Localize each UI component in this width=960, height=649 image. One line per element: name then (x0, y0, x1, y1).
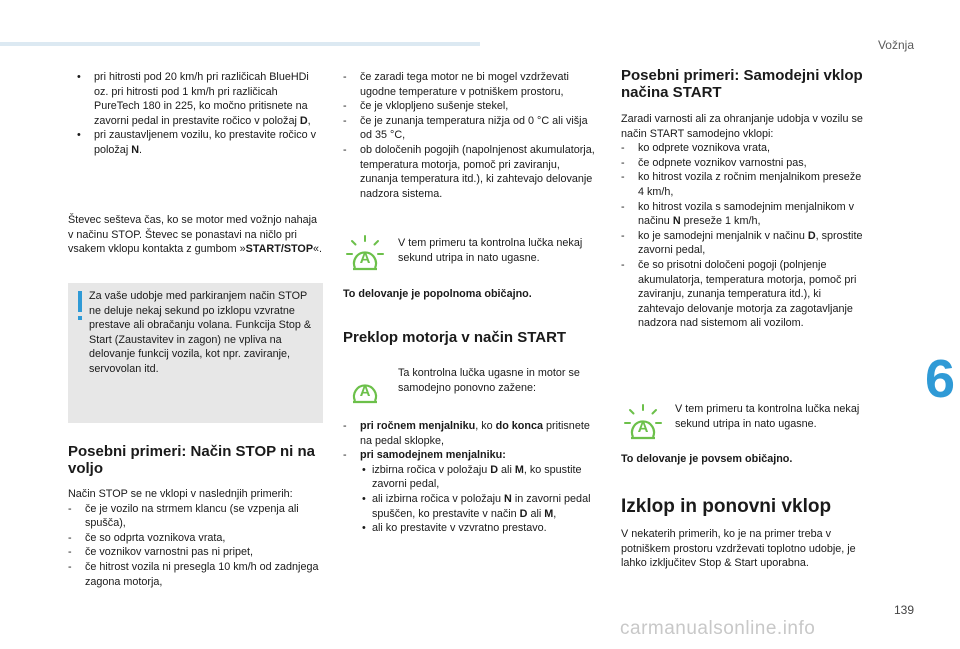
list-item: - pri samodejnem menjalniku: • izbirna ročica v položaju D ali M, ko spustite zavorni pedal, • ali izbirna ročica v položaju N in zavorni pedal spuščen, ko prestavite v način D ali M, • ali ko prestavite v vzvratno prestavo. (343, 448, 599, 536)
svg-text:A: A (637, 419, 649, 436)
start-section (343, 329, 599, 346)
paragraph: Zaradi varnosti ali za ohranjanje udobja v vozilu se način START samodejno vklopi: (621, 113, 863, 140)
list-item: • pri hitrosti pod 20 km/h pri različicah BlueHDi oz. pri hitrosti pod 1 km/h pri različicah PureTech 180 in 225, ko močno pritisnete na zavorni pedal in prestavite ročico v položaj D, (68, 70, 323, 128)
section-heading: Preklop motorja v način START (343, 329, 567, 346)
list-item: - ko hitrost vozila s samodejnim menjalnikom v načinu N preseže 1 km/h, (621, 200, 865, 229)
watermark: carmanualsonline.info (620, 618, 816, 639)
note: To delovanje je povsem običajno. (621, 453, 793, 465)
column-3 (621, 67, 865, 331)
counter-paragraph: Števec sešteva čas, ko se motor med vožnjo nahaja v načinu STOP. Števec se ponastavi na ničlo pri vsakem vklopu kontakta z gumbom »START/STOP«. (68, 214, 323, 256)
list-item: - če je vklopljeno sušenje stekel, (343, 99, 599, 114)
list-item: - če odpnete voznikov varnostni pas, (621, 156, 865, 171)
column-1 (68, 70, 323, 158)
header-bar (0, 42, 480, 46)
section-heading: Izklop in ponovni vklop (621, 496, 832, 517)
alert-text: Ta kontrolna lučka ugasne in motor se samodejno ponovno zažene: (398, 367, 580, 394)
list-item: - če je vozilo na strmem klancu (se vzpenja ali spušča), (68, 502, 323, 531)
list-item: - pri ročnem menjalniku, ko do konca pritisnete na pedal sklopke, (343, 419, 599, 448)
chapter-number: 6 (925, 349, 956, 409)
list-item: • izbirna ročica v položaju D ali M, ko spustite zavorni pedal, (360, 463, 599, 492)
list-item: - ob določenih pogojih (napolnjenost akumulatorja, temperatura motorja, pomoč pri zaviranju, zunanja temperatura itd.), ki zahtevajo delovanje nadzora sistema. (343, 143, 599, 201)
stop-start-warning-light-icon (621, 401, 665, 445)
disable-section (621, 496, 871, 571)
info-box (68, 283, 323, 423)
section-title: Vožnja (877, 38, 914, 52)
alert-text: V tem primeru ta kontrolna lučka nekaj sekund utripa in nato ugasne. (398, 237, 583, 264)
list-item: - če hitrost vozila ni presegla 10 km/h od zadnjega zagona motorja, (68, 560, 323, 589)
paragraph: V nekaterih primerih, ko je na primer treba v potniškem prostoru vzdrževati toplotno udobje, je lahko izključitev Stop & Start uporabna. (621, 528, 856, 570)
list-item: - ko odprete voznikova vrata, (621, 141, 865, 156)
start-conditions (343, 419, 599, 536)
stop-start-warning-light-icon (343, 232, 387, 276)
list-item: - ko je samodejni menjalnik v načinu D, sprostite zavorni pedal, (621, 229, 865, 258)
svg-text:A: A (359, 250, 371, 267)
section-heading: Posebni primeri: Način STOP ni na voljo (68, 443, 316, 477)
stop-start-light-icon (343, 365, 387, 409)
svg-text:A: A (359, 383, 371, 400)
section-heading: Posebni primeri: Samodejni vklop načina START (621, 67, 863, 101)
page-number: 139 (893, 603, 914, 617)
list-item: • ali ko prestavite v vzvratno prestavo. (360, 521, 599, 536)
list-item: - če so prisotni določeni pogoji (polnjenje akumulatorja, temperatura motorja, pomoč pri zaviranju, zunanja temperatura itd.), ki zahtevajo delovanje motorja za zagotavljanje nadzora nad sistemom ali vozilom. (621, 258, 865, 331)
paragraph: Način STOP se ne vklopi v naslednjih primerih: (68, 488, 293, 500)
stop-unavailable-section (68, 443, 323, 589)
column-2 (343, 70, 599, 201)
list-item: - če voznikov varnostni pas ni pripet, (68, 545, 323, 560)
list-item: • ali izbirna ročica v položaju N in zavorni pedal spuščen, ko prestavite v način D ali M, (360, 492, 599, 521)
list-item: • pri zaustavljenem vozilu, ko prestavite ročico v položaj N. (68, 128, 323, 157)
alert-text: V tem primeru ta kontrolna lučka nekaj sekund utripa in nato ugasne. (675, 403, 860, 430)
list-item: - če zaradi tega motor ne bi mogel vzdrževati ugodne temperature v potniškem prostoru, (343, 70, 599, 99)
info-box-text: Za vaše udobje med parkiranjem način STOP ne deluje nekaj sekund po izklopu vzvratne prestave ali obračanju volana. Funkcija Stop & Start (Zaustavitev in zagon) ne vpliva na delovanje funkcij vozila, kot npr. zaviranje, servovolan itd. (89, 290, 312, 375)
list-item: - če je zunanja temperatura nižja od 0 °C ali višja od 35 °C, (343, 114, 599, 143)
list-item: - če so odprta voznikova vrata, (68, 531, 323, 546)
note: To delovanje je popolnoma običajno. (343, 288, 532, 300)
list-item: - ko hitrost vozila z ročnim menjalnikom preseže 4 km/h, (621, 170, 865, 199)
